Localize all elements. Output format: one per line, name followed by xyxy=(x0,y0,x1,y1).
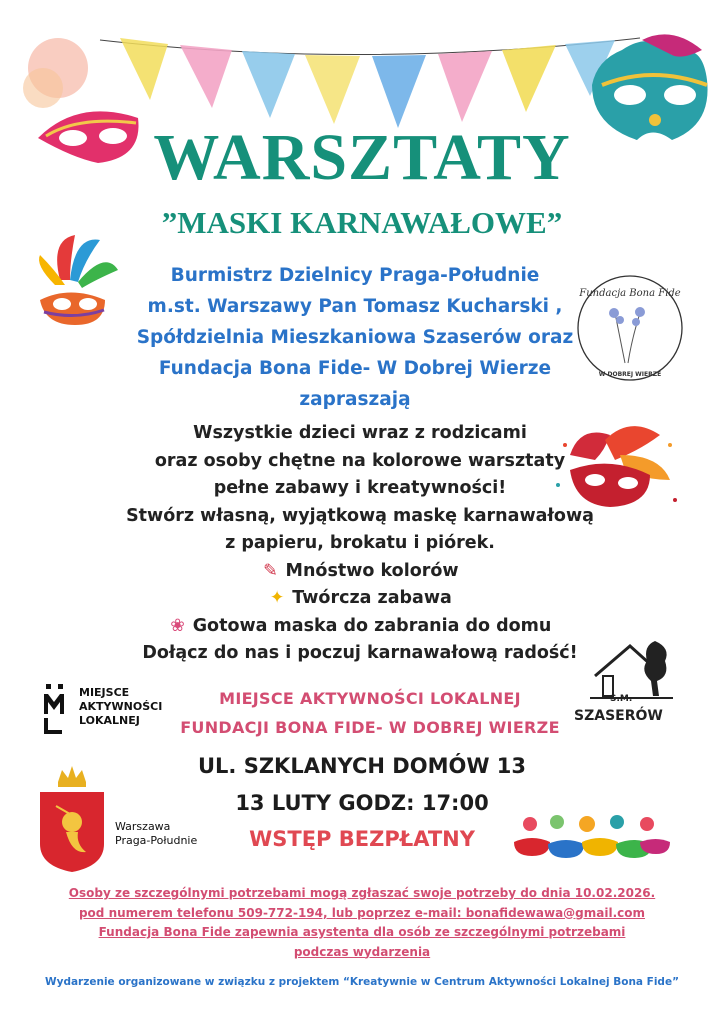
info-line: Fundacja Bona Fide zapewnia asystenta dla osób ze szczególnymi potrzebami xyxy=(98,925,626,939)
bullet-text: Mnóstwo kolorów xyxy=(285,560,459,581)
crayon-icon: ✎ xyxy=(263,560,278,581)
organizer-line: Fundacja Bona Fide- W Dobrej Wierze xyxy=(158,358,552,379)
warszawa-text xyxy=(115,820,197,848)
info-line: podczas wydarzenia xyxy=(293,944,431,959)
venue-address: UL. SZKLANYCH DOMÓW 13 xyxy=(197,754,527,778)
szaserow-sm: S.M. xyxy=(610,694,633,704)
organizer-line: zapraszają xyxy=(299,389,411,410)
organizer-line: Burmistrz Dzielnicy Praga-Południe xyxy=(170,265,540,286)
bullet-item xyxy=(90,558,630,586)
party-popper-icon: ❀ xyxy=(170,615,185,636)
warszawa-line: Praga-Południe xyxy=(115,834,198,847)
info-line: Osoby ze szczególnymi potrzebami mogą zgłaszać swoje potrzeby do dnia 10.02.2026. xyxy=(68,886,656,900)
feather-mask-illustration xyxy=(30,230,120,330)
organizer-line: m.st. Warszawy Pan Tomasz Kucharski , xyxy=(147,296,563,317)
description-line: oraz osoby chętne na kolorowe warsztaty xyxy=(154,450,566,471)
venue-block xyxy=(150,684,590,742)
description-line: z papieru, brokatu i piórek. xyxy=(225,533,495,553)
venue-line: MIEJSCE AKTYWNOŚCI LOKALNEJ xyxy=(219,689,521,708)
bullet-item xyxy=(90,613,630,641)
description-block xyxy=(90,420,630,668)
event-date: 13 LUTY GODZ: 17:00 xyxy=(235,791,489,815)
bona-fide-script: Fundacja Bona Fide xyxy=(579,288,681,299)
mal-logo-mark xyxy=(42,684,74,736)
description-line: Stwórz własną, wyjątkową maskę karnawałową xyxy=(126,505,594,526)
bona-fide-ring: W DOBREJ WIERZE xyxy=(598,371,662,378)
entry-free: WSTĘP BEZPŁATNY xyxy=(249,827,475,851)
mask-row-illustration xyxy=(512,812,672,867)
event-title: WARSZTATY xyxy=(153,121,571,194)
sparkles-icon: ✦ xyxy=(269,588,285,608)
description-line: pełne zabawy i kreatywności! xyxy=(213,478,507,498)
bullet-item xyxy=(90,585,630,613)
organizer-line: Spółdzielnia Mieszkaniowa Szaserów oraz xyxy=(136,327,574,348)
warszawa-crest-logo xyxy=(36,764,108,874)
organizers-block xyxy=(120,260,590,415)
closing-line: Dołącz do nas i poczuj karnawałową radość! xyxy=(142,643,578,663)
info-line: pod numerem telefonu 509-772-194, lub poprzez e-mail: bonafidewawa@gmail.com xyxy=(78,905,646,920)
mal-line: MIEJSCE xyxy=(79,686,130,699)
description-line: Wszystkie dzieci wraz z rodzicami xyxy=(193,423,527,443)
mal-line: LOKALNEJ xyxy=(79,714,140,727)
warszawa-line: Warszawa xyxy=(115,820,171,833)
bullet-text: Twórcza zabawa xyxy=(292,588,452,608)
accessibility-info xyxy=(30,884,694,962)
mal-line: AKTYWNOŚCI xyxy=(79,700,163,713)
event-subtitle: ”MASKI KARNAWAŁOWE” xyxy=(161,205,563,240)
szaserow-name: SZASERÓW xyxy=(574,708,663,724)
venue-line: FUNDACJI BONA FIDE- W DOBREJ WIERZE xyxy=(180,718,560,737)
project-footer: Wydarzenie organizowane w związku z projektem “Kreatywnie w Centrum Aktywności Lokalnej Bona Fide” xyxy=(45,976,679,988)
bullet-text: Gotowa maska do zabrania do domu xyxy=(192,615,552,636)
